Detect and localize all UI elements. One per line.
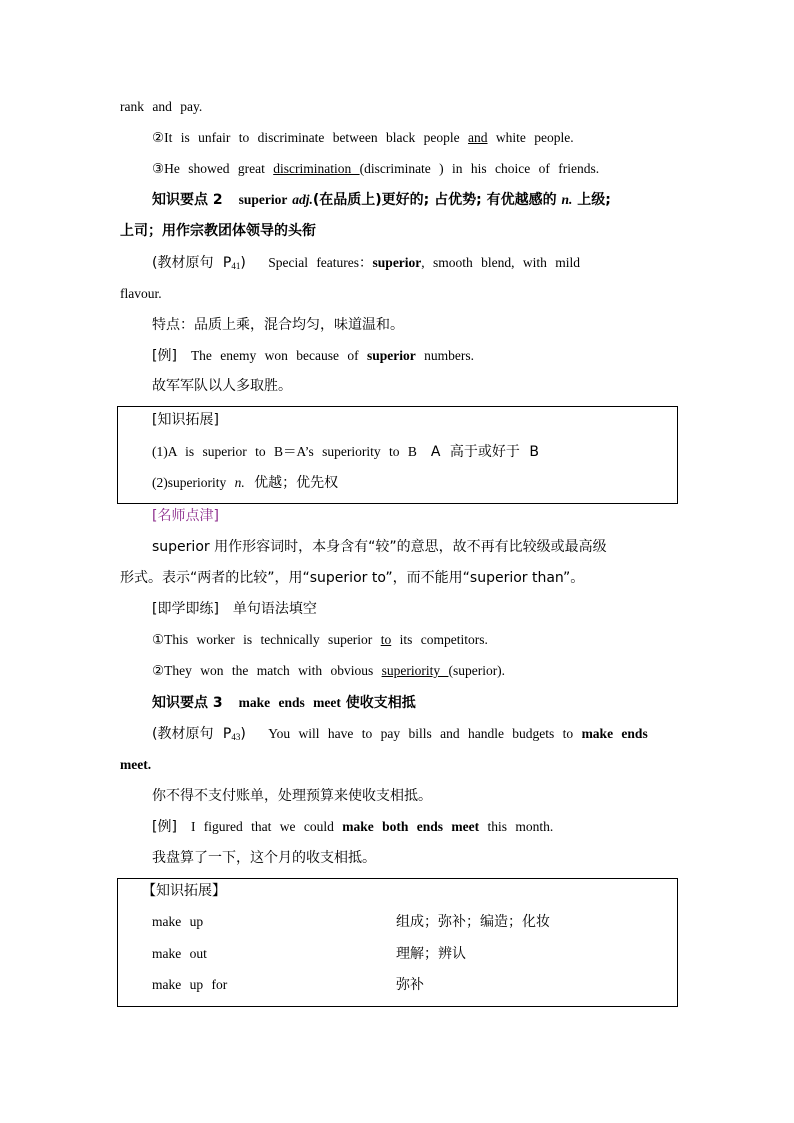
box-row: [152, 474, 338, 492]
answer-blank: superiority: [381, 663, 449, 678]
sentence-continued: flavour.: [120, 286, 162, 301]
practice-question: [152, 662, 505, 680]
keyword: superior: [372, 255, 422, 270]
phrase-en: make up for: [152, 977, 228, 992]
definition: 使收支相抵: [345, 695, 416, 711]
sentence-text: this month.: [479, 819, 554, 834]
headword: make ends meet: [238, 695, 341, 710]
definition-continued: 上司；用作宗教团体领导的头衔: [120, 223, 316, 239]
answer-blank: to: [380, 632, 392, 647]
tip-text: superior 用作形容词时，本身含有“较”的意思，故不再有比较级或最高级: [152, 539, 607, 555]
knowledge-point-heading: [152, 694, 416, 712]
source-sentence: [152, 725, 648, 746]
tip-text: 形式。表示“两者的比较”，用“superior to”，而不能用“superior than”。: [120, 570, 585, 586]
translation: 我盘算了一下，这个月的收支相抵。: [152, 850, 376, 866]
question-text: ②They won the match with obvious: [152, 663, 382, 678]
sentence-text: I figured that we could: [190, 819, 343, 834]
answer-blank: discrimination: [273, 161, 360, 176]
question-text: ①This worker is technically superior: [152, 632, 381, 647]
source-label: (教材原句 P: [152, 726, 232, 742]
sentence-text: ③He showed great: [152, 161, 274, 176]
example-sentence: [152, 818, 553, 836]
page-number: 43: [231, 732, 241, 742]
part-of-speech: n.: [234, 475, 245, 490]
sentence-text: The enemy won because of: [190, 348, 368, 363]
sentence-text: numbers.: [415, 348, 475, 363]
knowledge-point-heading: [152, 191, 611, 209]
example-sentence: [152, 160, 599, 178]
sentence-text: Special features：: [268, 255, 373, 270]
expansion-meaning: A 高于或好于 B: [430, 444, 539, 460]
expansion-meaning: 优越；优先权: [244, 475, 339, 491]
headword: superior: [238, 192, 288, 207]
example-label: [例]: [152, 348, 177, 364]
question-text: (superior).: [448, 663, 506, 678]
point-tag: 知识要点 2: [152, 192, 223, 208]
phrase-zh: 组成；弥补；编造；化妆: [396, 914, 550, 930]
definition: 上级;: [572, 192, 611, 208]
continuation-text: rank and pay.: [120, 99, 203, 114]
keyword: superior: [367, 348, 416, 363]
keyword: make both ends meet: [342, 819, 480, 834]
part-of-speech: adj.: [292, 192, 313, 207]
source-label-close: ): [240, 255, 246, 271]
text-line: [120, 98, 202, 116]
sentence-text: (discriminate ) in his choice of friends.: [359, 161, 600, 176]
box-title: 【知识拓展】: [142, 883, 226, 899]
question-text: its competitors.: [391, 632, 488, 647]
sentence-text: ②It is unfair to discriminate between black people: [152, 130, 469, 145]
box-row: [152, 443, 539, 461]
translation: 故军军队以人多取胜。: [152, 378, 292, 394]
point-tag: 知识要点 3: [152, 695, 223, 711]
answer-blank: and: [468, 130, 488, 145]
translation: 你不得不支付账单，处理预算来使收支相抵。: [152, 788, 432, 804]
practice-question: [152, 631, 488, 649]
phrase-en: make up: [152, 914, 204, 929]
source-sentence: [152, 254, 672, 275]
page-number: 41: [231, 261, 241, 271]
keyword: make ends: [581, 726, 648, 741]
phrase-zh: 弥补: [396, 977, 424, 993]
teacher-tip-heading: [名师点津]: [152, 508, 219, 524]
sentence-continued: meet.: [120, 757, 152, 772]
example-sentence: [152, 347, 474, 365]
box-title: [知识拓展]: [152, 412, 219, 428]
phrase-zh: 理解；辨认: [396, 946, 466, 962]
sentence-text: You will have to pay bills and handle budgets to: [268, 726, 582, 741]
expansion-phrase: (2)superiority: [152, 475, 235, 490]
translation: 特点：品质上乘，混合均匀，味道温和。: [152, 317, 404, 333]
source-label-close: ): [240, 726, 246, 742]
expansion-phrase: (1)A is superior to B＝A’s superiority to B: [152, 444, 417, 459]
phrase-en: make out: [152, 946, 207, 961]
part-of-speech: n.: [561, 192, 573, 207]
source-label: (教材原句 P: [152, 255, 232, 271]
practice-heading: [即学即练] 单句语法填空: [152, 601, 317, 617]
sentence-text: white people.: [487, 130, 574, 145]
sentence-text: , smooth blend, with mild: [421, 255, 581, 270]
example-label: [例]: [152, 819, 177, 835]
example-sentence: [152, 129, 574, 147]
definition: (在品质上)更好的; 占优势; 有优越感的: [312, 192, 562, 208]
